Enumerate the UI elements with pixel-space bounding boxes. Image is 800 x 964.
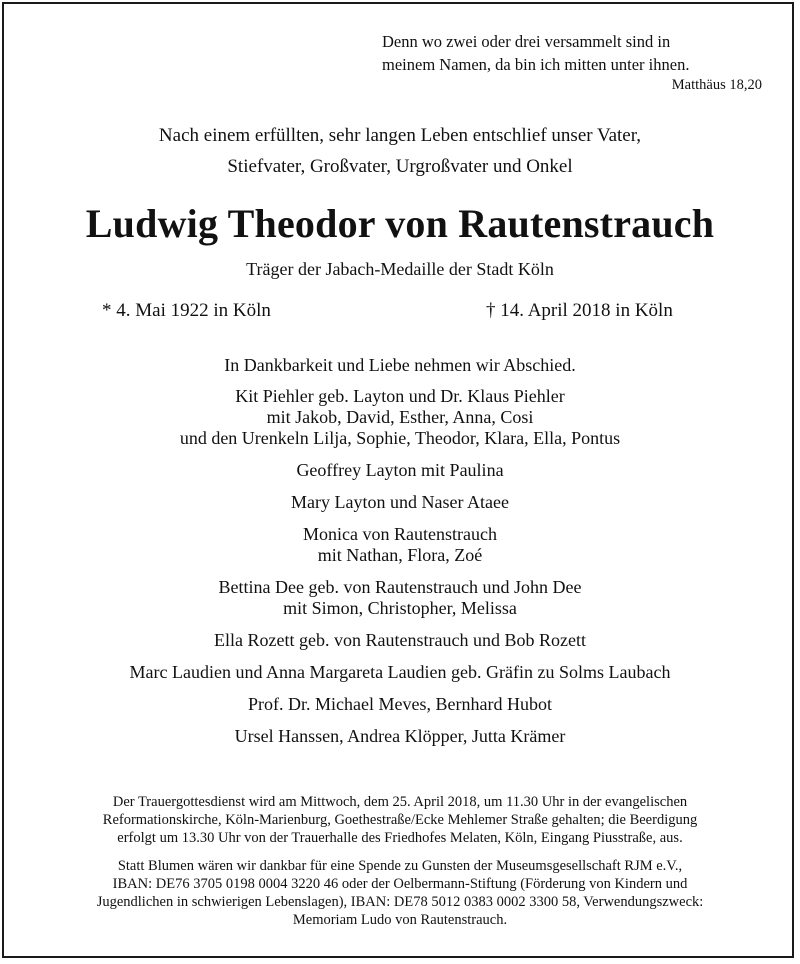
- intro-line: Nach einem erfüllten, sehr langen Leben entschlief unser Vater,: [158, 125, 642, 146]
- service-line: Reformationskirche, Köln-Marienburg, Goethestraße/Ecke Mehlemer Straße gehalten; die Beerdigung: [102, 812, 698, 828]
- verse-line: Denn wo zwei oder drei versammelt sind in: [382, 32, 671, 51]
- donation-line: Memoriam Ludo von Rautenstrauch.: [292, 912, 508, 928]
- mourner-group: [0, 386, 800, 449]
- deceased-honor: Träger der Jabach-Medaille der Stadt Köln: [246, 259, 554, 279]
- farewell-line: In Dankbarkeit und Liebe nehmen wir Abschied.: [224, 355, 576, 375]
- death-date: † 14. April 2018 in Köln: [486, 300, 673, 321]
- mourner-line: Ella Rozett geb. von Rautenstrauch und Bob Rozett: [214, 630, 586, 650]
- mourner-line: mit Simon, Christopher, Melissa: [283, 598, 517, 618]
- mourner-line: mit Nathan, Flora, Zoé: [317, 545, 483, 565]
- mourner-group: [0, 694, 800, 715]
- mourner-group: [0, 524, 800, 566]
- mourner-line: Monica von Rautenstrauch: [303, 524, 497, 544]
- verse-reference: Matthäus 18,20: [671, 77, 762, 93]
- mourners-list: [0, 355, 800, 758]
- mourner-line: Mary Layton und Naser Ataee: [291, 492, 509, 512]
- donation-line: Jugendlichen in schwierigen Lebenslagen), IBAN: DE78 5012 0383 0002 3300 58, Verwendungszweck:: [96, 894, 704, 910]
- mourner-group: [0, 662, 800, 683]
- donation-line: IBAN: DE76 3705 0198 0004 3220 46 oder der Oelbermann-Stiftung (Förderung von Kindern und: [112, 876, 688, 892]
- intro-line: Stiefvater, Großvater, Urgroßvater und Onkel: [227, 156, 573, 177]
- service-line: erfolgt um 13.30 Uhr von der Trauerhalle des Friedhofes Melaten, Köln, Eingang Piusstraße, aus.: [117, 830, 683, 846]
- mourner-line: Marc Laudien und Anna Margareta Laudien geb. Gräfin zu Solms Laubach: [129, 662, 671, 682]
- mourner-group: [0, 726, 800, 747]
- mourner-line: und den Urenkeln Lilja, Sophie, Theodor, Klara, Ella, Pontus: [179, 428, 621, 448]
- mourner-group: [0, 577, 800, 619]
- mourner-group: [0, 630, 800, 651]
- mourner-group: [0, 492, 800, 513]
- mourner-line: Ursel Hanssen, Andrea Klöpper, Jutta Krämer: [234, 726, 566, 746]
- verse-line: meinem Namen, da bin ich mitten unter ihnen.: [382, 55, 690, 74]
- mourner-group: [0, 460, 800, 481]
- service-notice: [30, 793, 770, 847]
- intro-text: [0, 120, 800, 182]
- mourner-line: mit Jakob, David, Esther, Anna, Cosi: [266, 407, 534, 427]
- donation-notice: [30, 857, 770, 929]
- mourner-line: Prof. Dr. Michael Meves, Bernhard Hubot: [248, 694, 552, 714]
- service-line: Der Trauergottesdienst wird am Mittwoch, dem 25. April 2018, um 11.30 Uhr in der evangelischen: [112, 794, 688, 810]
- mourner-line: Bettina Dee geb. von Rautenstrauch und John Dee: [218, 577, 582, 597]
- donation-line: Statt Blumen wären wir dankbar für eine Spende zu Gunsten der Museumsgesellschaft RJM e.V.,: [117, 858, 683, 874]
- mourner-line: Kit Piehler geb. Layton und Dr. Klaus Piehler: [235, 386, 565, 406]
- bible-verse: [382, 30, 762, 94]
- mourner-line: Geoffrey Layton mit Paulina: [296, 460, 504, 480]
- deceased-name: Ludwig Theodor von Rautenstrauch: [85, 201, 715, 246]
- birth-date: * 4. Mai 1922 in Köln: [102, 300, 271, 321]
